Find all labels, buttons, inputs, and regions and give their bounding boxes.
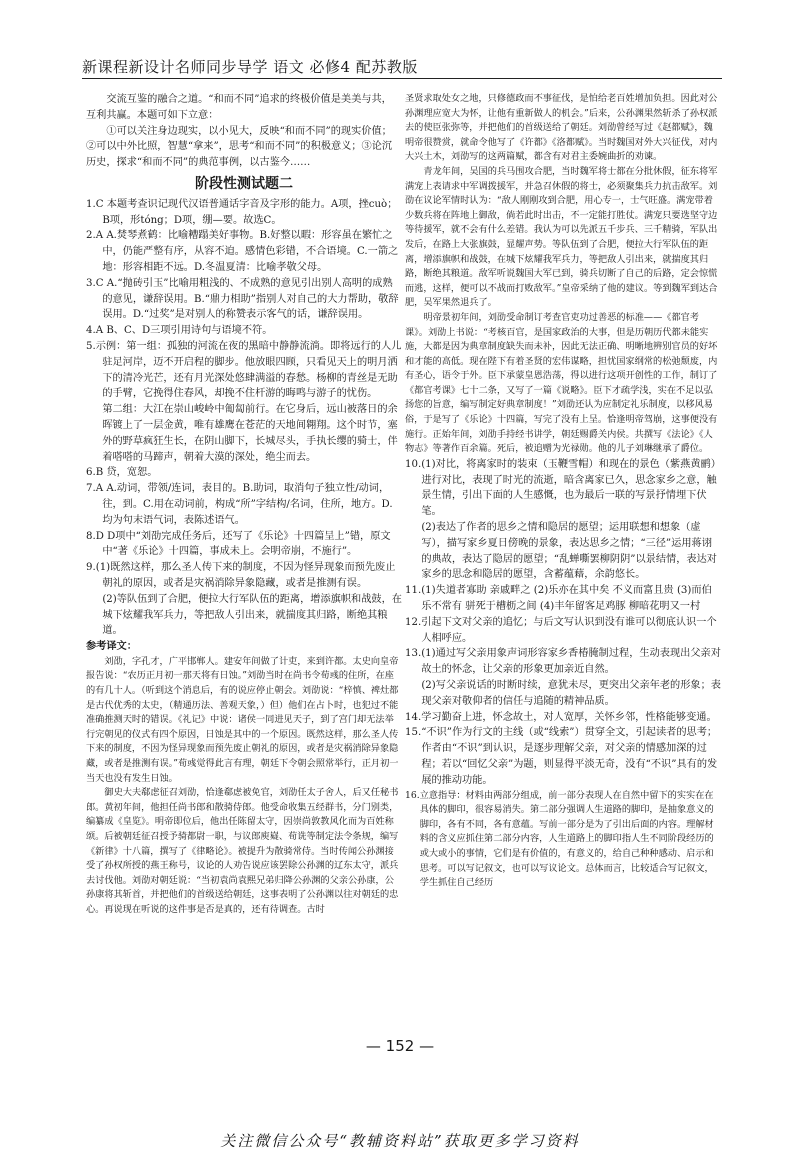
answer-item: 16.立意指导：材料由两部分组成，前一部分表现人在自然中留下的实实在在具体的脚印，很容易消失。第二部分强调人生道路的脚印，是抽象意义的脚印，各有不同，各有意蕴。写前一部分是为了引出后面的内容。理解材料的含义应抓住第二部分内容，人生道路上的脚印指人生不同阶段经历的或大或小的事情，它们是有价值的，有意义的，给自己种种感动、启示和思考。可以写记叙文，也可以写议论文。总体而言，比较适合写记叙文，学生抓住自己经历 <box>405 789 714 889</box>
answer-item: 3.C A.“抛砖引玉”比喻用粗浅的、不成熟的意见引出别人高明的成熟的意见，谦辞误用。B.“鼎力相助”指别人对自己的大力帮助，敬辞误用。D.“过奖”是对别人的称赞表示客气的话，谦辞误用。 <box>86 277 399 321</box>
right-column <box>405 92 721 1032</box>
answer-item: 11.(1)失道者寡助 亲戚畔之 (2)乐亦在其中矣 不义而富且贵 (3)而伯乐不常有 骈死于槽枥之间 (4)丰年留客足鸡豚 柳暗花明又一村 <box>405 585 712 613</box>
translation-paragraph: 圣贤求取处女之地，只修德政而不事征伐，是怕给老百姓增加负担。因此对公孙渊理应宽大为怀，让他有重新做人的机会。”后来，公孙渊果然斩杀了孙权派去的使臣张弥等，并把他们的首级送给了朝廷。刘劭曾经写过《赵都赋》，魏明帝很赞赏，就命令他写了《许都》《洛都赋》。当时魏国对外大兴征伐，对内大兴土木，刘劭写的这两篇赋，都含有对君主委婉曲折的劝谏。 <box>405 93 718 163</box>
answer-item: 13.(1)通过写父亲用象声词形容家乡香椿腌制过程，生动表现出父亲对故土的怀念，让父亲的形象更加亲近自然。 <box>405 648 721 676</box>
running-header <box>82 52 722 79</box>
answer-item: 7.A A.动词，带领/连词，表目的。B.助词，取消句子独立性/动词，往，到。C.用在动词前，构成“所”字结构/名词，住所，地方。D.均为句末语气词，表陈述语气。 <box>86 483 393 526</box>
answer-item: 9.(1)既然这样，那么圣人传下来的制度，不因为怪异现象而预先废止朝礼的原因，或者是灾祸消除异象隐藏，或者是推测有误。 <box>86 562 396 589</box>
reference-translation-label: 参考译文： <box>86 641 137 653</box>
answer-item: 15.“不识”作为行文的主线（或“线索”）贯穿全文，引起读者的思考；作者由“不识”到认识，是逐步理解父亲，对父亲的情感加深的过程；若以“回忆父亲”为题，则显得平淡无奇，没有“不识”具有的发展的推动功能。 <box>405 727 718 786</box>
answer-item: 10.(1)对比，将离家时的装束（玉鞭雪帽）和现在的景色（紫燕黄鹂）进行对比，表现了时光的流逝，暗含离家已久，思念家乡之意，触景生情，引出下面的人生感慨，也为最后一联的写景抒情埋下伏笔。 <box>405 458 721 518</box>
translation-paragraph: 明帝景初年间，刘劭受命制订考查官吏功过善恶的标准——《都官考课》。刘劭上书说：“考核百官，是国家政治的大事，但是历朝历代都未能实施，大都是因为典章制度缺失而未补，因此无法正确、明晰地辨别官员的好坏和才能的高低。现在陛下有着圣贤的宏伟谋略，担忧国家纲常的松弛颓废，内有圣心，语令于外。臣下承蒙皇恩浩荡，得以进行这项开创性的工作，制订了《都官考课》七十二条，又写了一篇《说略》。臣下才疏学浅，实在不足以弘扬您的旨意，编写制定好典章制度！”刘劭还认为应制定礼乐制度，以移风易俗，于是写了《乐论》十四篇，写完了没有上呈。恰逢明帝驾崩，这事便没有施行。正始年间，刘劭手持经书讲学，朝廷赐爵关内侯。共撰写《法论》《人物志》等著作百余篇。死后，被追赠为光禄勋。他的儿子刘琳继承了爵位。 <box>405 311 718 455</box>
section-title: 阶段性测试题二 <box>195 175 293 192</box>
answer-item: 2.A A.焚琴煮鹤：比喻糟蹋美好事物。B.好整以暇：形容虽在繁忙之中，仍能严整有序，从容不迫。感情色彩错，不合语境。C.一箭之地：形容相距不远。D.冬温夏清：比喻孝敬父母。 <box>86 230 399 273</box>
answer-item: 1.C 本题考查识记现代汉语普通话字音及字形的能力。A项，挫cuò；B项，形tóng；D项，绷—要。故选C。 <box>86 198 398 226</box>
left-column <box>86 92 402 1032</box>
answer-item-continued: (2)等队伍到了合肥，便拉大行军队伍的距离，增添旗帜和战鼓，在城下炫耀我军兵力，等把敌人引出来，就揣度其归路，断绝其粮道。 <box>102 593 402 637</box>
answer-item: 4.A B、C、D三项引用诗句与语境不符。 <box>86 325 273 337</box>
translation-paragraph: 御史大夫郗虑征召刘劭，恰逢郗虑被免官，刘劭任太子舍人，后又任秘书郎。黄初年间，他担任尚书郎和散骑侍郎。他受命收集五经群书，分门别类，编纂成《皇览》。明帝即位后，他出任陈留太守，因崇尚敦教风化而为百姓称颂。后被朝廷征召授予骑都尉一职，与议郎庾嶷、荀诜等制定法令条规，编写《新律》十八篇，撰写了《律略论》。被提升为散骑常侍。当时传闻公孙渊接受了孙权所授的燕王称号，议论的人劝告说应该罢除公孙渊的辽东太守，派兵去讨伐他。刘劭对朝廷说：“当初袁尚袁熙兄弟归降公孙渊的父亲公孙康，公孙康将其斩首，并把他们的首级送给朝廷，这事表明了公孙渊以往对朝廷的忠心。再说现在听说的这件事是否是真的，还有待调查。古时 <box>86 787 399 915</box>
header-title: 新课程新设计名师同步导学 语文 必修4 配苏教版 <box>82 58 418 76</box>
answer-item-continued: (2)表达了作者的思乡之情和隐居的愿望；运用联想和想象（虚写），描写家乡夏日傍晚的景象，表达思乡之情；“三径”运用蒋诩的典故，表达了隐居的愿望；“乱蝉嘶罢柳阴阴”以景结情，表达对家乡的思念和隐居的愿望，含蓄蕴藉，余韵悠长。 <box>421 522 717 581</box>
intro-paragraph: ①可以关注身边现实，以小见大，反映“和而不同”的现实价值；②可以中外比照，智慧“拿来”，思考“和而不同”的积极意义；③论沉历史，探求“和而不同”的典范事例，以古鉴今…… <box>86 125 393 169</box>
translation-paragraph: 青龙年间，吴国的兵马围攻合肥，当时魏军将士都在分批休假，征东将军满宠上表请求中军调拨援军，并急召休假的将士，必须聚集兵力抗击敌军。刘劭在议论军情时认为：“敌人刚刚攻到合肥，用心专一，士气旺盛。满宠带着少数兵将在阵地上御敌，倘若此时出击，不一定能打胜仗。满宠只要选坚守边等待援军，就不会有什么差错。我认为可以先派五千步兵、三千精骑，军队出发后，在路上大张旗鼓，显耀声势。等队伍到了合肥，便拉大行军队伍的距离，增添旗帜和战鼓，在城下炫耀我军兵力，等把敌人引出来，就揣度其归路，断绝其粮道。敌军听说魏国大军已到，骑兵切断了自己的后路，定会惊慌而逃，这样，便可以不战而打败敌军。”皇帝采纳了他的建议。等到魏军到达合肥，吴军果然退兵了。 <box>405 165 718 309</box>
answer-item-continued: 第二组：大江在崇山峻岭中匍匐前行。在它身后，远山被落日的余晖镀上了一层金黄，唯有雄鹰在苍茫的天地间翱翔。这个时节，塞外的野草疯狂生长，在阴山脚下，长城尽头，手执长缨的骑士，伴着嗒嗒的马蹄声，朝着大漠的深处，绝尘而去。 <box>102 404 398 463</box>
answer-item: 5.示例：第一组：孤独的河流在夜的黑暗中静静流淌。即将远行的人儿驻足河岸，迈不开启程的脚步。他放眼四顾，只看见天上的明月洒下的清冷光芒，还有月光深处悠肆满溢的春愁。杨柳的青丝是无助的手臂，它挽得住春风，却挽不住杆游的晦鸣与游子的忧伤。 <box>86 340 402 400</box>
answer-item: 8.D D项中“刘劭完成任务后，还写了《乐论》十四篇呈上”错，原文中“著《乐论》十四篇，事成未上。会明帝崩，不施行”。 <box>86 530 391 558</box>
intro-paragraph: 交流互鉴的融合之道。“和而不同”追求的终极价值是美美与共，互利共赢。本题可如下立意： <box>86 94 392 121</box>
answer-item: 14.学习勤奋上进，怀念故土，对人宽厚，关怀乡邻，性格能够变通。 <box>405 711 717 723</box>
answer-item: 6.B 贷，宽恕。 <box>86 467 158 479</box>
answer-item-continued: (2)写父亲说话的时断时续，意犹未尽，更突出父亲年老的形象；表现父亲对敬仰者的信任与追随的精神品质。 <box>421 680 721 707</box>
answer-item: 12.引起下文对父亲的追忆；与后文写认识到没有谁可以彻底认识一个人相呼应。 <box>405 616 717 644</box>
page-number: — 152 — <box>365 1037 435 1055</box>
footer-handwritten-note: 关注微信公众号“教辅资料站”获取更多学习资料 <box>220 1132 580 1150</box>
translation-paragraph: 刘劭，字孔才，广平邯郸人。建安年间做了计吏，来到许都。太史向皇帝报告说：“农历正月初一那天将有日蚀。”刘劭当时在尚书令荀彧的住所，在座的有几十人。（听到这个消息后，有的说应停止朝会。刘劭说：“梓慎、裨灶都是古代优秀的太史，（精通历法、善观天象，）但）他们在占卜时，也犯过不能准确推测天时的错误。《礼记》中说：诸侯一同进见天子，到了宫门却无法举行完朝见的仪式有四个原因，日蚀是其中的一个原因。既然这样，那么圣人传下来的制度，不因为怪异现象而预先废止朝礼的原因，或者是灾祸消除异象隐藏，或者是推测有误。”荀彧觉得此言有理，朝廷下令朝会照常举行，正月初一当天也没有发生日蚀。 <box>86 655 399 784</box>
